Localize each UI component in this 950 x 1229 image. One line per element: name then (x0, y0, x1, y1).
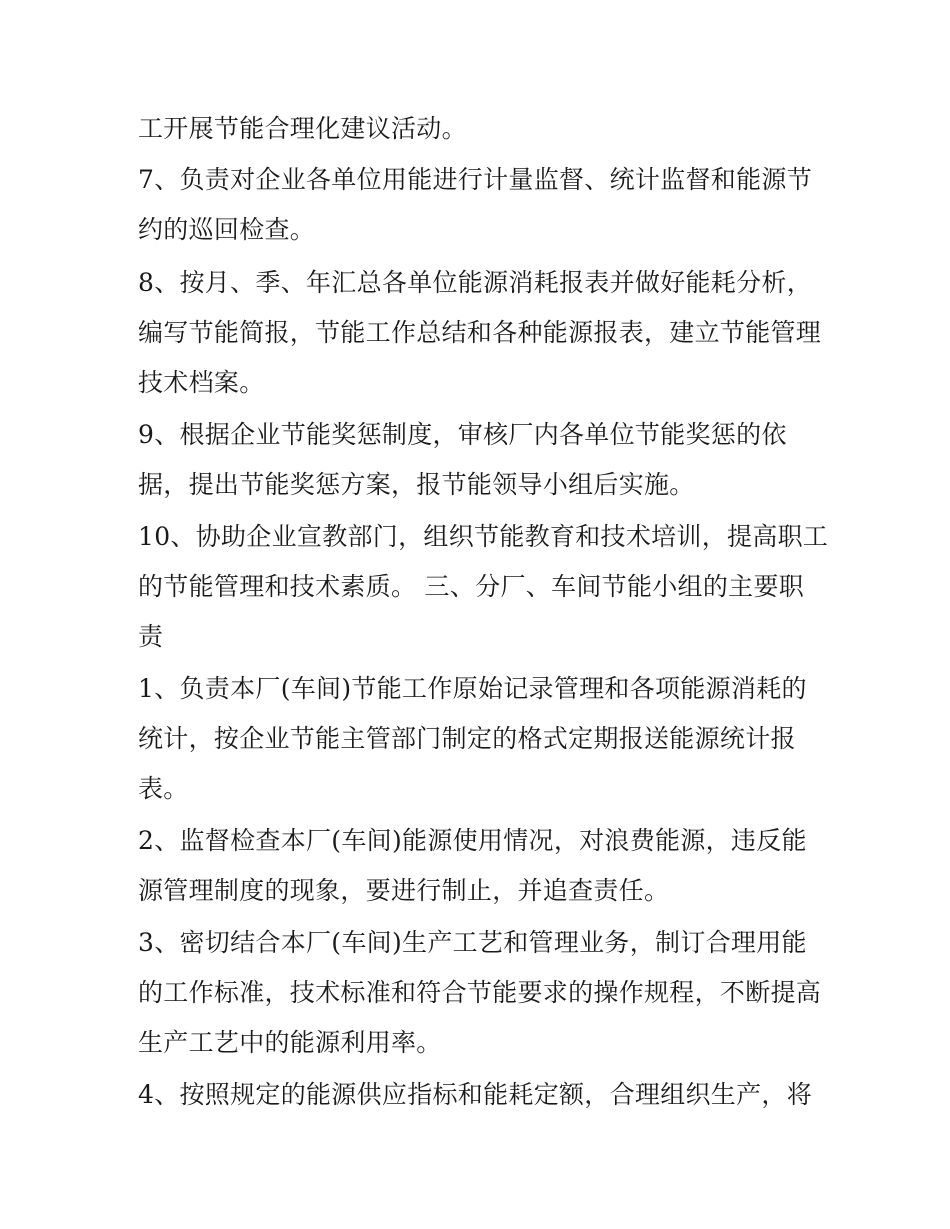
text-line: 源管理制度的现象，要进行制止，并追查责任。 (138, 876, 670, 905)
text-line: 2、监督检查本厂(车间)能源使用情况，对浪费能源，违反能 (138, 826, 807, 855)
text-line: 的节能管理和技术素质。 三、分厂、车间节能小组的主要职 (138, 572, 805, 601)
text-line: 生产工艺中的能源利用率。 (138, 1028, 442, 1057)
text-line: 表。 (138, 774, 189, 803)
text-line: 编写节能简报，节能工作总结和各种能源报表，建立节能管理 (138, 318, 822, 347)
text-line: 据，提出节能奖惩方案，报节能领导小组后实施。 (138, 470, 695, 499)
text-line: 10、协助企业宣教部门，组织节能教育和技术培训，提高职工 (138, 522, 829, 551)
text-line: 1、负责本厂(车间)节能工作原始记录管理和各项能源消耗的 (138, 674, 807, 703)
text-line: 4、按照规定的能源供应指标和能耗定额，合理组织生产，将 (138, 1080, 813, 1109)
text-line: 统计，按企业节能主管部门制定的格式定期报送能源统计报 (138, 724, 796, 753)
text-line: 技术档案。 (138, 368, 265, 397)
text-line: 工开展节能合理化建议活动。 (138, 114, 467, 143)
text-line: 约的巡回检查。 (138, 215, 316, 244)
text-line: 9、根据企业节能奖惩制度，审核厂内各单位节能奖惩的依 (138, 420, 787, 449)
text-line: 3、密切结合本厂(车间)生产工艺和管理业务，制订合理用能 (138, 928, 807, 957)
text-line: 7、负责对企业各单位用能进行计量监督、统计监督和能源节 (138, 165, 813, 194)
text-line: 的工作标准，技术标准和符合节能要求的操作规程，不断提高 (138, 978, 822, 1007)
text-line: 8、按月、季、年汇总各单位能源消耗报表并做好能耗分析， (138, 268, 813, 297)
text-line: 责 (138, 622, 164, 651)
